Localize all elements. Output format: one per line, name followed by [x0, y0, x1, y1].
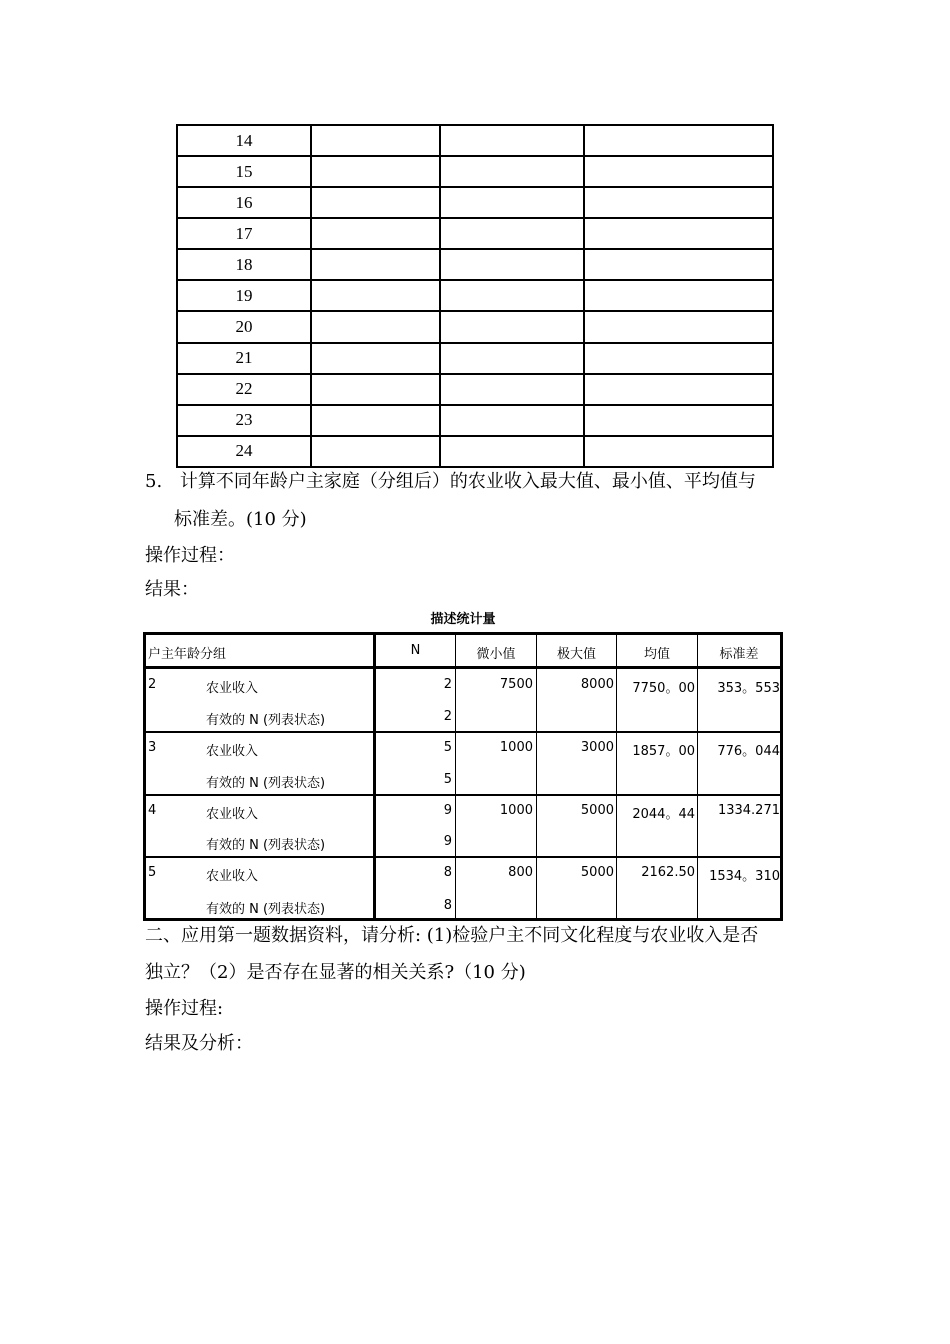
empty-cell [311, 249, 440, 280]
empty-cell [440, 311, 584, 342]
empty-cell [311, 280, 440, 311]
empty-cell [584, 218, 773, 249]
header-sd: 标准差 [719, 647, 759, 662]
row-number-cell: 24 [177, 436, 311, 467]
group-label: 3 [148, 740, 157, 755]
row-number-cell: 21 [177, 343, 311, 374]
stats-header-divider [146, 666, 780, 669]
stats-row-divider [146, 794, 780, 796]
variable-label: 农业收入 [206, 681, 259, 696]
variable-label: 农业收入 [206, 744, 259, 759]
valid-n-value: 8 [443, 898, 452, 913]
number-table-row [177, 156, 773, 187]
empty-cell [440, 125, 584, 156]
mean-value: 1857。00 [632, 744, 695, 759]
group-label: 5 [148, 865, 157, 880]
max-value: 5000 [580, 865, 614, 880]
empty-cell [584, 156, 773, 187]
section-2-line2: 独立？（2）是否存在显著的相关关系?（10 分) [145, 962, 526, 983]
row-number-cell: 15 [177, 156, 311, 187]
mean-value: 2044。44 [632, 807, 695, 822]
empty-cell [311, 218, 440, 249]
row-number-cell: 18 [177, 249, 311, 280]
min-value: 800 [508, 865, 533, 880]
empty-cell [311, 374, 440, 405]
empty-cell [584, 125, 773, 156]
valid-n-value: 9 [443, 834, 452, 849]
question-5-text: 计算不同年龄户主家庭（分组后）的农业收入最大值、最小值、平均值与 [179, 471, 756, 492]
variable-label: 农业收入 [206, 869, 259, 884]
mean-value: 2162.50 [641, 865, 695, 880]
empty-cell [584, 374, 773, 405]
empty-cell [311, 125, 440, 156]
n-value: 9 [443, 803, 452, 818]
empty-cell [584, 436, 773, 467]
stats-row-divider [146, 856, 780, 858]
empty-cell [311, 405, 440, 436]
valid-n-label: 有效的 N (列表状态) [206, 776, 326, 791]
number-table-row [177, 280, 773, 311]
empty-cell [440, 436, 584, 467]
row-number-cell: 14 [177, 125, 311, 156]
header-mean: 均值 [643, 647, 670, 662]
header-max: 极大值 [556, 647, 596, 662]
n-value: 5 [443, 740, 452, 755]
empty-cell [584, 249, 773, 280]
empty-cell [440, 218, 584, 249]
question-5-number: 5. [145, 471, 163, 492]
section-2-line1: 二、应用第一题数据资料，请分析: (1)检验户主不同文化程度与农业收入是否 [145, 925, 759, 946]
empty-cell [440, 187, 584, 218]
variable-label: 农业收入 [206, 807, 259, 822]
empty-cell [440, 280, 584, 311]
min-value: 1000 [499, 803, 533, 818]
stats-row-divider [146, 731, 780, 733]
question-5-line1 [145, 470, 756, 494]
descriptive-stats-table [143, 632, 783, 921]
process-label-2: 操作过程: [145, 998, 224, 1019]
row-number-cell: 23 [177, 405, 311, 436]
empty-cell [440, 343, 584, 374]
question-5-line2: 标准差。(10 分) [174, 509, 307, 530]
number-table-row [177, 249, 773, 280]
valid-n-label: 有效的 N (列表状态) [206, 838, 326, 853]
valid-n-label: 有效的 N (列表状态) [206, 902, 326, 917]
max-value: 3000 [580, 740, 614, 755]
valid-n-label: 有效的 N (列表状态) [206, 713, 326, 728]
n-value: 8 [443, 865, 452, 880]
number-table-row [177, 187, 773, 218]
stats-table-title: 描述统计量 [430, 612, 496, 627]
max-value: 5000 [580, 803, 614, 818]
result-analysis-label: 结果及分析： [145, 1033, 253, 1054]
n-value: 2 [443, 677, 452, 692]
empty-cell [584, 280, 773, 311]
empty-cell [440, 405, 584, 436]
empty-cell [440, 374, 584, 405]
row-number-cell: 22 [177, 374, 311, 405]
group-label: 2 [148, 677, 157, 692]
row-number-cell: 16 [177, 187, 311, 218]
header-n: N [410, 643, 421, 658]
empty-cell [584, 343, 773, 374]
empty-cell [311, 187, 440, 218]
sd-value: 1534。310 [709, 869, 780, 884]
number-table-row [177, 436, 773, 467]
result-label: 结果： [145, 579, 199, 600]
empty-cell [584, 187, 773, 218]
group-label: 4 [148, 803, 157, 818]
empty-cell [311, 311, 440, 342]
row-number-cell: 19 [177, 280, 311, 311]
empty-cell [584, 311, 773, 342]
mean-value: 7750。00 [632, 681, 695, 696]
empty-cell [584, 405, 773, 436]
min-value: 7500 [499, 677, 533, 692]
valid-n-value: 5 [443, 772, 452, 787]
empty-cell [440, 249, 584, 280]
sd-value: 353。553 [717, 681, 780, 696]
max-value: 8000 [580, 677, 614, 692]
empty-cell [311, 436, 440, 467]
header-group: 户主年龄分组 [148, 647, 227, 662]
number-table-row [177, 374, 773, 405]
empty-cell [311, 156, 440, 187]
row-number-cell: 17 [177, 218, 311, 249]
number-table-row [177, 218, 773, 249]
number-table-row [177, 405, 773, 436]
empty-cell [440, 156, 584, 187]
sd-value: 776。044 [717, 744, 780, 759]
min-value: 1000 [499, 740, 533, 755]
sd-value: 1334.271 [717, 803, 780, 818]
number-table [176, 124, 774, 468]
process-label: 操作过程： [145, 545, 235, 566]
empty-cell [311, 343, 440, 374]
number-table-row [177, 343, 773, 374]
number-table-row [177, 125, 773, 156]
valid-n-value: 2 [443, 709, 452, 724]
number-table-row [177, 311, 773, 342]
row-number-cell: 20 [177, 311, 311, 342]
header-min: 微小值 [476, 647, 516, 662]
